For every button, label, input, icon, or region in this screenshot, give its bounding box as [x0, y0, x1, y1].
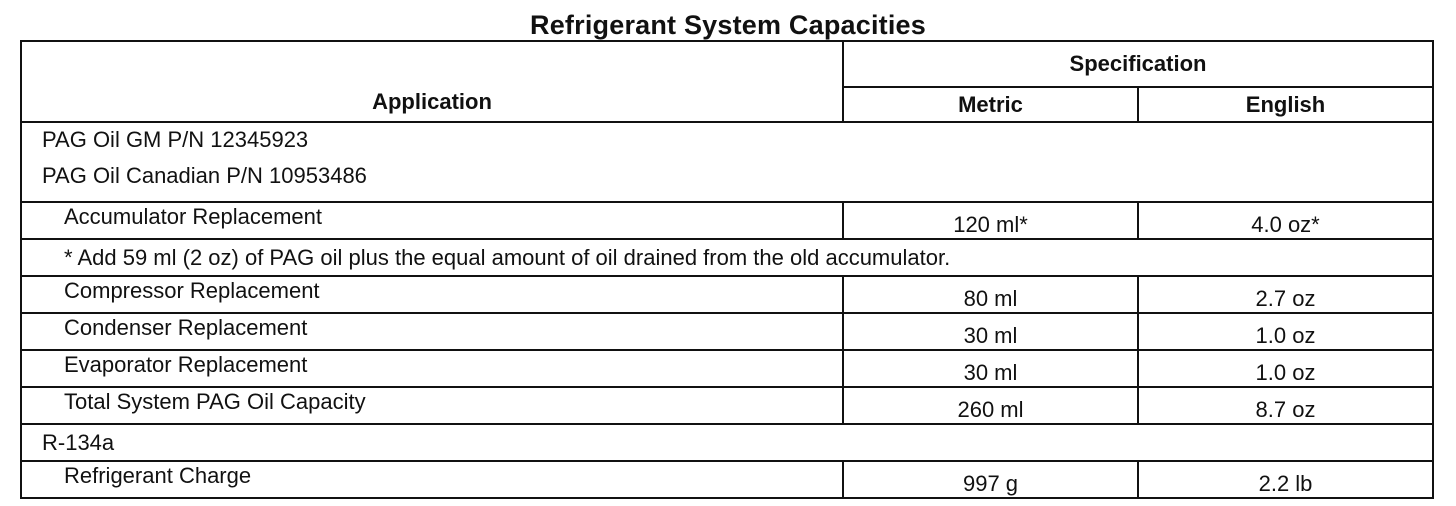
pag-section-row [21, 122, 1433, 202]
row-english: 2.2 lb [1138, 461, 1433, 498]
row-metric: 260 ml [843, 387, 1138, 424]
row-english: 4.0 oz* [1138, 202, 1433, 239]
pag-oil-gm-part: PAG Oil GM P/N 12345923 [42, 127, 309, 152]
row-label: Refrigerant Charge [21, 461, 843, 498]
pag-section-cell [21, 122, 1433, 202]
row-label: Evaporator Replacement [21, 350, 843, 387]
table-row [21, 276, 1433, 313]
row-english: 8.7 oz [1138, 387, 1433, 424]
row-english: 1.0 oz [1138, 350, 1433, 387]
application-header: Application [21, 41, 843, 122]
table-row [21, 313, 1433, 350]
header-row [21, 41, 1433, 87]
refrigerant-section-row [21, 424, 1433, 461]
specification-header: Specification [843, 41, 1433, 87]
row-label: Accumulator Replacement [21, 202, 843, 239]
row-metric: 30 ml [843, 350, 1138, 387]
row-metric: 997 g [843, 461, 1138, 498]
pag-oil-canadian-part: PAG Oil Canadian P/N 10953486 [42, 163, 367, 188]
row-metric: 80 ml [843, 276, 1138, 313]
note-row [21, 239, 1433, 276]
row-metric: 120 ml* [843, 202, 1138, 239]
capacities-table [20, 40, 1434, 499]
english-header: English [1138, 87, 1433, 122]
row-english: 1.0 oz [1138, 313, 1433, 350]
row-label: Condenser Replacement [21, 313, 843, 350]
row-english: 2.7 oz [1138, 276, 1433, 313]
table-title: Refrigerant System Capacities [530, 10, 926, 40]
table-row [21, 461, 1433, 498]
table-row [21, 387, 1433, 424]
accumulator-note: * Add 59 ml (2 oz) of PAG oil plus the equal amount of oil drained from the old accumulator. [21, 239, 1433, 276]
table-row [21, 350, 1433, 387]
refrigerant-section-cell: R-134a [21, 424, 1433, 461]
row-metric: 30 ml [843, 313, 1138, 350]
table-row [21, 202, 1433, 239]
row-label: Compressor Replacement [21, 276, 843, 313]
metric-header: Metric [843, 87, 1138, 122]
row-label: Total System PAG Oil Capacity [21, 387, 843, 424]
